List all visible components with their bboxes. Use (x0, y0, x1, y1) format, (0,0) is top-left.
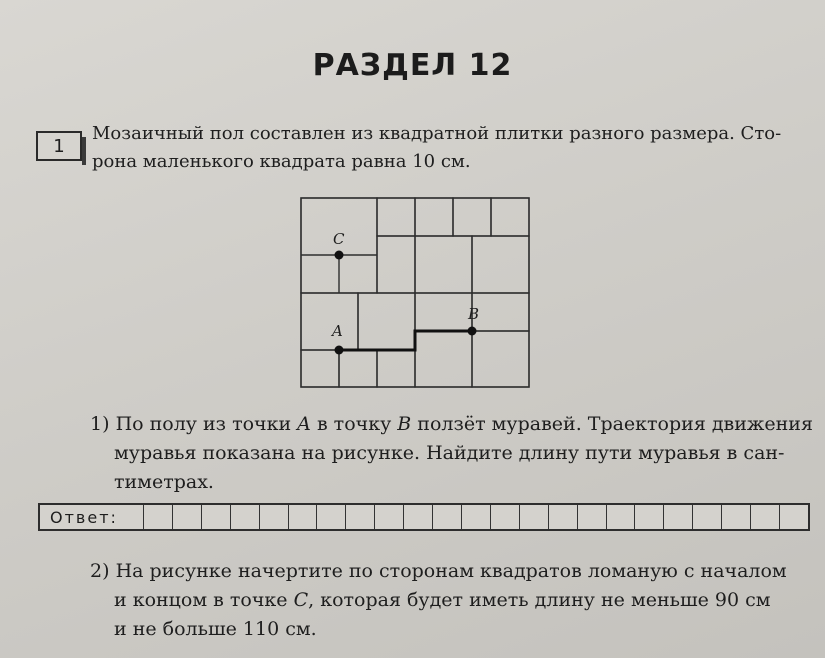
tile (377, 350, 415, 387)
task-intro-line2: рона маленького квадрата равна 10 см. (92, 151, 471, 172)
task-number: 1 (53, 135, 65, 157)
question-2-text: , которая будет иметь длину не меньше 90 см (308, 589, 771, 611)
mosaic-floor-figure (300, 196, 532, 392)
question-1-text: По полу из точки (115, 413, 298, 435)
answer-cell[interactable] (462, 505, 491, 529)
question-2-line2 (90, 586, 815, 615)
point-c-label: C (333, 230, 345, 248)
tile (415, 198, 453, 236)
answer-cell[interactable] (433, 505, 462, 529)
tile (377, 198, 415, 236)
answer-cell[interactable] (578, 505, 607, 529)
answer-cells[interactable] (144, 505, 808, 529)
question-2-line3: и не больше 110 см. (114, 618, 317, 640)
task-intro (92, 120, 807, 176)
tile (358, 293, 415, 350)
point-b-label: B (468, 305, 480, 323)
point-a-label: A (332, 322, 343, 340)
point-a-dot (335, 346, 344, 355)
question-2 (90, 557, 815, 644)
answer-cell[interactable] (375, 505, 404, 529)
point-a-ref: A (297, 413, 311, 435)
answer-cell[interactable] (289, 505, 318, 529)
tile (472, 236, 529, 293)
ant-path (339, 331, 472, 350)
answer-cell[interactable] (346, 505, 375, 529)
answer-cell[interactable] (664, 505, 693, 529)
tile (377, 236, 415, 293)
tile (301, 350, 339, 387)
tile (491, 198, 529, 236)
answer-cell[interactable] (404, 505, 433, 529)
answer-label: Ответ: (40, 505, 144, 529)
question-1-text: ползёт муравей. Траектория движения (411, 413, 813, 435)
task-number-box (36, 131, 82, 161)
question-1-number: 1) (90, 413, 110, 435)
answer-cell[interactable] (607, 505, 636, 529)
question-1-line3: тиметрах. (114, 471, 214, 493)
answer-cell[interactable] (144, 505, 173, 529)
tile (472, 293, 529, 331)
answer-cell[interactable] (751, 505, 780, 529)
question-1-line2: муравья показана на рисунке. Найдите длину пути муравья в сан- (114, 442, 785, 464)
point-b-dot (468, 327, 477, 336)
answer-cell[interactable] (231, 505, 260, 529)
tile (415, 293, 472, 331)
task-intro-line1: Мозаичный пол составлен из квадратной плитки разного размера. Сто- (92, 123, 782, 144)
tile (415, 236, 472, 293)
answer-cell[interactable] (202, 505, 231, 529)
point-b-ref: B (397, 413, 412, 435)
tile (472, 331, 529, 387)
question-2-text: и концом в точке (114, 589, 294, 611)
answer-cell[interactable] (260, 505, 289, 529)
question-1-text: в точку (310, 413, 398, 435)
answer-cell[interactable] (491, 505, 520, 529)
answer-cell[interactable] (317, 505, 346, 529)
question-2-line1: На рисунке начертите по сторонам квадратов ломаную с началом (115, 560, 787, 582)
answer-cell[interactable] (173, 505, 202, 529)
point-c-ref: C (293, 589, 309, 611)
tile (339, 350, 377, 387)
tile (415, 331, 472, 387)
point-c-dot (335, 251, 344, 260)
answer-cell[interactable] (693, 505, 722, 529)
tile (301, 293, 358, 350)
answer-cell[interactable] (722, 505, 751, 529)
question-2-number: 2) (90, 560, 110, 582)
answer-field[interactable] (38, 503, 810, 531)
answer-cell[interactable] (549, 505, 578, 529)
answer-cell[interactable] (635, 505, 664, 529)
answer-cell[interactable] (520, 505, 549, 529)
question-1 (90, 410, 815, 497)
tile (453, 198, 491, 236)
section-title: РАЗДЕЛ 12 (312, 48, 513, 83)
answer-cell[interactable] (780, 505, 808, 529)
